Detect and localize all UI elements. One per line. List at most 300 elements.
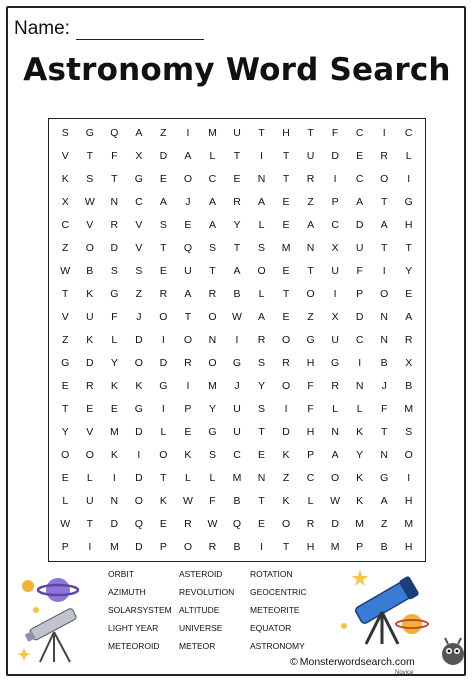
grid-letter[interactable]: A	[405, 311, 413, 324]
grid-letter[interactable]: Y	[110, 356, 118, 369]
grid-letter[interactable]: V	[86, 219, 94, 232]
grid-letter[interactable]: Y	[258, 379, 266, 392]
grid-letter[interactable]: W	[207, 517, 218, 530]
grid-letter[interactable]: E	[61, 471, 69, 484]
grid-letter[interactable]: I	[382, 265, 386, 278]
grid-letter[interactable]: H	[306, 356, 315, 369]
grid-letter[interactable]: A	[135, 127, 143, 140]
grid-letter[interactable]: Z	[62, 333, 69, 346]
grid-letter[interactable]: R	[184, 517, 192, 530]
grid-letter[interactable]: P	[356, 288, 364, 301]
grid-letter[interactable]: F	[209, 494, 216, 507]
grid-letter[interactable]: H	[282, 127, 290, 140]
grid-letter[interactable]: I	[260, 540, 263, 553]
grid-letter[interactable]: U	[331, 265, 339, 278]
grid-letter[interactable]: I	[358, 356, 362, 369]
grid-letter[interactable]: H	[306, 425, 315, 438]
grid-letter[interactable]: G	[134, 402, 143, 415]
grid-letter[interactable]: F	[356, 265, 363, 278]
grid-letter[interactable]: T	[111, 173, 118, 186]
grid-letter[interactable]: O	[183, 540, 192, 553]
grid-letter[interactable]: O	[281, 333, 291, 346]
grid-letter[interactable]: U	[306, 150, 315, 163]
grid-letter[interactable]: E	[110, 402, 118, 415]
grid-letter[interactable]: O	[159, 448, 168, 461]
grid-letter[interactable]: A	[159, 196, 167, 209]
grid-letter[interactable]: W	[330, 494, 341, 507]
grid-letter[interactable]: W	[182, 494, 193, 507]
grid-letter[interactable]: D	[135, 471, 143, 484]
grid-letter[interactable]: B	[380, 356, 388, 369]
grid-letter[interactable]: O	[61, 448, 70, 461]
grid-letter[interactable]: R	[208, 540, 217, 553]
grid-letter[interactable]: R	[331, 379, 339, 392]
grid-letter[interactable]: D	[282, 425, 290, 438]
grid-letter[interactable]: L	[209, 471, 216, 484]
grid-letter[interactable]: T	[380, 196, 388, 209]
grid-letter[interactable]: M	[404, 517, 414, 530]
grid-letter[interactable]: T	[282, 150, 290, 163]
grid-letter[interactable]: H	[404, 219, 413, 232]
grid-letter[interactable]: U	[233, 127, 241, 140]
grid-letter[interactable]: M	[208, 379, 217, 392]
grid-letter[interactable]: E	[356, 150, 364, 163]
grid-letter[interactable]: V	[86, 425, 94, 438]
grid-letter[interactable]: F	[331, 127, 339, 140]
grid-letter[interactable]: O	[208, 356, 217, 369]
grid-letter[interactable]: I	[407, 471, 411, 484]
grid-letter[interactable]: B	[233, 494, 241, 507]
grid-letter[interactable]: P	[159, 540, 167, 553]
grid-letter[interactable]: T	[184, 311, 192, 324]
grid-letter[interactable]: L	[160, 425, 167, 438]
grid-letter[interactable]: H	[404, 494, 413, 507]
page-title: Astronomy Word Search	[23, 52, 451, 88]
grid-letter[interactable]: Z	[62, 242, 69, 255]
grid-letter[interactable]: E	[405, 288, 413, 301]
grid-letter[interactable]: Y	[233, 219, 241, 232]
grid-letter[interactable]: B	[86, 265, 94, 278]
grid-letter[interactable]: C	[355, 127, 364, 140]
grid-letter[interactable]: D	[110, 242, 119, 255]
grid-letter[interactable]: T	[258, 127, 265, 140]
grid-letter[interactable]: N	[257, 471, 266, 484]
grid-letter[interactable]: K	[135, 379, 143, 392]
grid-letter[interactable]: T	[405, 242, 412, 255]
grid-letter[interactable]: E	[282, 196, 290, 209]
grid-letter[interactable]: O	[281, 517, 291, 530]
grid-letter[interactable]: I	[112, 471, 116, 484]
grid-letter[interactable]: U	[233, 425, 241, 438]
grid-letter[interactable]: O	[183, 173, 192, 186]
grid-letter[interactable]: E	[258, 517, 266, 530]
grid-letter[interactable]: M	[232, 471, 242, 484]
grid-letter[interactable]: J	[381, 379, 387, 392]
grid-letter[interactable]: D	[331, 517, 339, 530]
grid-letter[interactable]: S	[258, 356, 266, 369]
grid-letter[interactable]: I	[260, 150, 263, 163]
grid-letter[interactable]: R	[380, 150, 388, 163]
grid-letter[interactable]: T	[282, 288, 290, 301]
grid-letter[interactable]: E	[233, 173, 241, 186]
grid-letter[interactable]: M	[281, 242, 291, 255]
grid-letter[interactable]: W	[232, 311, 242, 324]
grid-letter[interactable]: X	[61, 196, 69, 209]
grid-letter[interactable]: C	[355, 173, 364, 186]
grid-letter[interactable]: M	[109, 540, 119, 553]
grid-letter[interactable]: A	[258, 311, 266, 324]
grid-letter[interactable]: B	[233, 540, 241, 553]
grid-letter[interactable]: N	[306, 242, 315, 255]
grid-letter[interactable]: R	[306, 517, 315, 530]
grid-letter[interactable]: T	[209, 265, 216, 278]
grid-letter[interactable]: E	[282, 265, 290, 278]
grid-letter[interactable]: K	[159, 494, 167, 507]
grid-letter[interactable]: E	[184, 219, 192, 232]
grid-letter[interactable]: G	[331, 356, 340, 369]
grid-letter[interactable]: Z	[307, 311, 314, 324]
grid-letter[interactable]: F	[380, 402, 388, 415]
grid-letter[interactable]: F	[111, 150, 118, 163]
grid-letter[interactable]: G	[232, 356, 242, 369]
grid-letter[interactable]: E	[282, 311, 290, 324]
grid-letter[interactable]: G	[159, 379, 168, 392]
word-list-item: ASTEROID	[179, 569, 223, 579]
grid-letter[interactable]: L	[209, 150, 216, 163]
grid-letter[interactable]: B	[405, 379, 413, 392]
grid-letter[interactable]: U	[233, 402, 241, 415]
grid-letter[interactable]: V	[135, 242, 143, 255]
grid-letter[interactable]: O	[85, 242, 94, 255]
grid-letter[interactable]: Q	[110, 127, 119, 140]
grid-letter[interactable]: C	[233, 448, 241, 461]
grid-letter[interactable]: F	[307, 379, 314, 392]
grid-letter[interactable]: A	[184, 150, 192, 163]
grid-letter[interactable]: L	[86, 471, 93, 484]
grid-letter[interactable]: C	[404, 127, 413, 140]
grid-letter[interactable]: E	[159, 173, 167, 186]
grid-letter[interactable]: S	[86, 173, 94, 186]
grid-letter[interactable]: P	[307, 448, 315, 461]
grid-letter[interactable]: E	[61, 379, 69, 392]
grid-letter[interactable]: N	[380, 333, 388, 346]
grid-letter[interactable]: O	[85, 448, 94, 461]
grid-letter[interactable]: E	[159, 265, 167, 278]
grid-letter[interactable]: R	[208, 288, 217, 301]
grid-letter[interactable]: A	[356, 196, 364, 209]
grid-letter[interactable]: X	[331, 242, 339, 255]
grid-letter[interactable]: A	[184, 288, 192, 301]
grid-letter[interactable]: O	[404, 448, 413, 461]
grid-letter[interactable]: S	[159, 219, 167, 232]
grid-letter[interactable]: N	[110, 196, 119, 209]
grid-letter[interactable]: T	[380, 425, 388, 438]
grid-letter[interactable]: L	[356, 402, 363, 415]
grid-letter[interactable]: D	[159, 150, 168, 163]
grid-letter[interactable]: T	[258, 494, 265, 507]
grid-letter[interactable]: D	[110, 517, 119, 530]
grid-letter[interactable]: D	[159, 356, 168, 369]
grid-letter[interactable]: A	[208, 219, 216, 232]
grid-letter[interactable]: I	[186, 127, 190, 140]
grid-letter[interactable]: T	[160, 242, 167, 255]
grid-letter[interactable]: K	[86, 288, 94, 301]
grid-letter[interactable]: L	[307, 494, 314, 507]
grid-letter[interactable]: E	[258, 448, 266, 461]
grid-letter[interactable]: I	[333, 173, 337, 186]
grid-letter[interactable]: I	[407, 173, 411, 186]
grid-letter[interactable]: M	[109, 425, 119, 438]
grid-letter[interactable]: I	[88, 540, 92, 553]
grid-letter[interactable]: X	[405, 356, 413, 369]
grid-letter[interactable]: N	[380, 448, 388, 461]
grid-letter[interactable]: Q	[183, 242, 192, 255]
grid-letter[interactable]: S	[258, 402, 266, 415]
grid-letter[interactable]: D	[135, 333, 143, 346]
grid-letter[interactable]: P	[356, 540, 364, 553]
grid-letter[interactable]: G	[134, 173, 143, 186]
grid-letter[interactable]: G	[61, 356, 70, 369]
grid-letter[interactable]: P	[331, 196, 339, 209]
grid-letter[interactable]: M	[208, 127, 217, 140]
grid-letter[interactable]: R	[306, 173, 315, 186]
grid-letter[interactable]: O	[134, 356, 143, 369]
grid-letter[interactable]: W	[60, 517, 71, 530]
grid-letter[interactable]: A	[258, 196, 266, 209]
grid-letter[interactable]: W	[60, 265, 71, 278]
grid-letter[interactable]: R	[184, 356, 192, 369]
grid-letter[interactable]: T	[62, 402, 69, 415]
grid-letter[interactable]: I	[186, 379, 190, 392]
grid-letter[interactable]: K	[356, 494, 364, 507]
grid-letter[interactable]: U	[355, 242, 364, 255]
grid-letter[interactable]: D	[135, 540, 143, 553]
grid-letter[interactable]: L	[258, 288, 265, 301]
grid-letter[interactable]: U	[86, 494, 94, 507]
grid-letter[interactable]: N	[355, 379, 364, 392]
grid-letter[interactable]: Z	[135, 288, 143, 301]
grid-letter[interactable]: G	[85, 127, 94, 140]
grid-letter[interactable]: O	[331, 471, 340, 484]
grid-letter[interactable]: G	[404, 196, 413, 209]
grid-letter[interactable]: O	[306, 288, 315, 301]
word-list-item: METEOROID	[108, 641, 160, 651]
grid-letter[interactable]: C	[61, 219, 70, 232]
site-link[interactable]: Monsterwordsearch.com	[299, 656, 415, 668]
alien-mascot-icon	[440, 636, 466, 666]
grid-letter[interactable]: C	[355, 333, 364, 346]
grid-letter[interactable]: Y	[405, 265, 413, 278]
word-list-item: SOLARSYSTEM	[108, 605, 172, 615]
grid-letter[interactable]: T	[307, 127, 314, 140]
grid-letter[interactable]: N	[110, 494, 119, 507]
grid-letter[interactable]: T	[233, 150, 241, 163]
grid-letter[interactable]: S	[61, 127, 69, 140]
grid-letter[interactable]: D	[331, 150, 339, 163]
grid-letter[interactable]: L	[111, 333, 118, 346]
grid-letter[interactable]: N	[331, 425, 339, 438]
word-list-item: UNIVERSE	[179, 623, 223, 633]
grid-letter[interactable]: Y	[208, 402, 216, 415]
grid-letter[interactable]: K	[356, 471, 364, 484]
grid-letter[interactable]: R	[233, 196, 241, 209]
grid-letter[interactable]: P	[61, 540, 69, 553]
grid-letter[interactable]: G	[208, 425, 217, 438]
grid-letter[interactable]: E	[159, 517, 167, 530]
grid-letter[interactable]: J	[185, 196, 191, 209]
grid-letter[interactable]: N	[257, 173, 266, 186]
word-list	[108, 568, 338, 652]
grid-letter[interactable]: U	[86, 311, 94, 324]
grid-letter[interactable]: P	[184, 402, 192, 415]
grid-letter[interactable]: I	[284, 402, 288, 415]
grid-letter[interactable]: L	[258, 219, 265, 232]
grid-letter[interactable]: C	[208, 173, 217, 186]
word-list-item: ASTRONOMY	[250, 641, 305, 651]
grid-letter[interactable]: V	[135, 219, 143, 232]
grid-letter[interactable]: L	[332, 402, 339, 415]
grid-letter[interactable]: W	[84, 196, 95, 209]
word-list-item: METEOR	[179, 641, 216, 651]
grid-letter[interactable]: Z	[282, 471, 290, 484]
grid-letter[interactable]: T	[86, 517, 93, 530]
grid-letter[interactable]: O	[380, 173, 389, 186]
grid-letter[interactable]: X	[331, 311, 339, 324]
grid-letter[interactable]: I	[161, 333, 165, 346]
grid-letter[interactable]: A	[331, 448, 339, 461]
grid-letter[interactable]: I	[235, 333, 239, 346]
grid-letter[interactable]: Y	[356, 448, 364, 461]
word-list-item: METEORITE	[250, 605, 300, 615]
grid-letter[interactable]: B	[233, 288, 241, 301]
grid-letter[interactable]: K	[86, 333, 94, 346]
grid-letter[interactable]: L	[62, 494, 69, 507]
grid-letter[interactable]: T	[282, 540, 290, 553]
grid-letter[interactable]: Q	[232, 517, 242, 530]
grid-letter[interactable]: N	[208, 333, 217, 346]
grid-letter[interactable]: E	[282, 219, 290, 232]
grid-letter[interactable]: S	[208, 242, 216, 255]
grid-letter[interactable]: R	[159, 288, 168, 301]
grid-letter[interactable]: O	[281, 379, 291, 392]
grid-letter[interactable]: O	[257, 265, 266, 278]
grid-letter[interactable]: V	[61, 150, 69, 163]
footer	[290, 656, 415, 668]
grid-letter[interactable]: X	[135, 150, 143, 163]
grid-letter[interactable]: K	[110, 379, 118, 392]
grid-letter[interactable]: G	[306, 333, 315, 346]
grid-letter[interactable]: U	[184, 265, 192, 278]
grid-letter[interactable]: K	[356, 425, 364, 438]
grid-letter[interactable]: O	[380, 288, 389, 301]
grid-letter[interactable]: F	[307, 402, 314, 415]
grid-letter[interactable]: H	[404, 540, 413, 553]
grid-letter[interactable]: S	[208, 448, 216, 461]
grid-letter[interactable]: I	[161, 402, 165, 415]
grid-letter[interactable]: S	[135, 265, 143, 278]
grid-letter[interactable]: H	[306, 540, 315, 553]
grid-letter[interactable]: S	[258, 242, 266, 255]
grid-letter[interactable]: M	[355, 517, 365, 530]
grid-letter[interactable]: T	[86, 150, 93, 163]
grid-letter[interactable]: T	[160, 471, 167, 484]
grid-letter[interactable]: I	[382, 127, 386, 140]
grid-letter[interactable]: K	[184, 448, 192, 461]
grid-letter[interactable]: D	[355, 219, 364, 232]
grid-letter[interactable]: J	[136, 311, 142, 324]
grid-letter[interactable]: G	[110, 288, 119, 301]
grid-letter[interactable]: T	[62, 288, 69, 301]
grid-letter[interactable]: C	[135, 196, 143, 209]
grid-letter[interactable]: Q	[134, 517, 143, 530]
grid-letter[interactable]: E	[184, 425, 192, 438]
grid-letter[interactable]: R	[86, 379, 94, 392]
grid-letter[interactable]: Z	[307, 196, 314, 209]
grid-letter[interactable]: A	[380, 494, 388, 507]
grid-letter[interactable]: U	[331, 333, 339, 346]
grid-letter[interactable]: M	[404, 402, 414, 415]
grid-letter[interactable]: O	[134, 494, 143, 507]
grid-letter[interactable]: A	[233, 265, 241, 278]
grid-letter[interactable]: D	[86, 356, 94, 369]
name-field[interactable]	[76, 21, 204, 40]
grid-letter[interactable]: O	[208, 311, 217, 324]
grid-letter[interactable]: K	[282, 494, 290, 507]
grid-letter[interactable]: T	[307, 265, 314, 278]
grid-letter[interactable]: C	[306, 471, 315, 484]
grid-letter[interactable]: Y	[61, 425, 69, 438]
grid-letter[interactable]: N	[380, 311, 388, 324]
grid-letter[interactable]: D	[135, 425, 143, 438]
grid-letter[interactable]: R	[282, 356, 290, 369]
grid-letter[interactable]: Z	[160, 127, 167, 140]
grid-letter[interactable]: T	[233, 242, 241, 255]
grid-letter[interactable]: R	[110, 219, 119, 232]
copyright-symbol: ©	[290, 656, 298, 668]
grid-letter[interactable]: B	[380, 540, 388, 553]
grid-letter[interactable]: T	[282, 173, 290, 186]
grid-letter[interactable]: C	[331, 219, 339, 232]
grid-letter[interactable]: M	[330, 540, 340, 553]
word-list-item: REVOLUTION	[179, 587, 235, 597]
grid-letter[interactable]: J	[234, 379, 240, 392]
grid-letter[interactable]: L	[185, 471, 191, 484]
grid-letter[interactable]: O	[183, 333, 192, 346]
grid-letter[interactable]: A	[380, 219, 388, 232]
grid-letter[interactable]: Z	[380, 517, 388, 530]
grid-letter[interactable]: S	[405, 425, 413, 438]
grid-letter[interactable]: R	[257, 333, 266, 346]
grid-letter[interactable]: D	[355, 311, 364, 324]
grid-letter[interactable]: I	[333, 288, 337, 301]
grid-letter[interactable]: T	[258, 425, 265, 438]
grid-letter[interactable]: K	[61, 173, 69, 186]
grid-letter[interactable]: E	[86, 402, 94, 415]
grid-letter[interactable]: I	[137, 448, 141, 461]
grid-letter[interactable]: A	[208, 196, 216, 209]
grid-letter[interactable]: L	[405, 150, 412, 163]
grid-letter[interactable]: G	[380, 471, 389, 484]
grid-letter[interactable]: F	[111, 311, 118, 324]
grid-letter[interactable]: A	[307, 219, 315, 232]
grid-letter[interactable]: K	[282, 448, 290, 461]
grid-letter[interactable]: O	[159, 311, 168, 324]
grid-letter[interactable]: K	[110, 448, 118, 461]
grid-letter[interactable]: V	[61, 311, 69, 324]
grid-letter[interactable]: S	[110, 265, 118, 278]
grid-letter[interactable]: T	[380, 242, 388, 255]
grid-letter[interactable]: R	[404, 333, 413, 346]
